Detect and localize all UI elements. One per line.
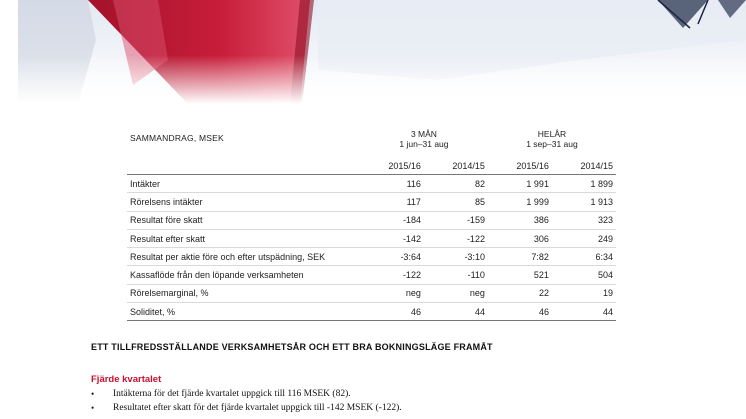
cell-value: 19 [552,284,616,302]
table-header-label: SAMMANDRAG, MSEK [130,133,224,143]
group-full-year-title: HELÅR [537,129,567,139]
table-header-row [127,118,616,158]
table-year-row [127,158,616,175]
bullet-list [91,387,651,415]
bullet-text: Intäkterna för det fjärde kvartalet uppgick till 116 MSEK (82). [113,389,351,399]
year-header: 2015/16 [360,158,424,175]
group-full-year [488,118,616,158]
row-label: Rörelsens intäkter [127,193,360,211]
cell-value: 44 [552,303,616,321]
cell-value: 46 [360,303,424,321]
year-header: 2014/15 [552,158,616,175]
cell-value: 7:82 [488,248,552,266]
cell-value: neg [360,284,424,302]
table-row [127,211,616,229]
cell-value: 504 [552,266,616,284]
table-row [127,266,616,284]
row-label: Soliditet, % [127,303,360,321]
group-full-year-period: 1 sep–31 aug [526,139,578,149]
cell-value: 116 [360,175,424,193]
table-row [127,229,616,247]
cell-value: 44 [424,303,488,321]
table-row [127,248,616,266]
cell-value: -142 [360,229,424,247]
group-3-month-title: 3 MÅN [410,129,437,139]
row-label: Resultat per aktie före och efter utspädning, SEK [127,248,360,266]
cell-value: 6:34 [552,248,616,266]
cell-value: -159 [424,211,488,229]
row-label: Rörelsemarginal, % [127,284,360,302]
group-3-month [360,118,488,158]
ski-slope-photo [18,0,746,104]
cell-value: 1 991 [488,175,552,193]
cell-value: 386 [488,211,552,229]
table-row [127,193,616,211]
section-headline: ETT TILLFREDSSTÄLLANDE VERKSAMHETSÅR OCH ETT BRA BOKNINGSLÄGE FRAMÅT [91,342,493,352]
bullet-icon: • [91,389,95,399]
table-row [127,303,616,321]
row-label: Intäkter [127,175,360,193]
hero-photo [18,0,746,104]
row-label: Resultat efter skatt [127,229,360,247]
group-3-month-period: 1 jun–31 aug [399,139,449,149]
year-header: 2014/15 [424,158,488,175]
section-subheading: Fjärde kvartalet [91,374,162,385]
cell-value: 521 [488,266,552,284]
cell-value: -122 [360,266,424,284]
cell-value: -110 [424,266,488,284]
cell-value: -122 [424,229,488,247]
cell-value: 249 [552,229,616,247]
list-item [91,401,651,415]
cell-value: 85 [424,193,488,211]
cell-value: neg [424,284,488,302]
bullet-icon: • [91,403,95,413]
cell-value: 323 [552,211,616,229]
cell-value: 1 913 [552,193,616,211]
cell-value: 1 999 [488,193,552,211]
year-header: 2015/16 [488,158,552,175]
row-label: Resultat före skatt [127,211,360,229]
table-row [127,175,616,193]
bullet-text: Resultatet efter skatt för det fjärde kvartalet uppgick till -142 MSEK (-122). [113,403,402,413]
row-label: Kassaflöde från den löpande verksamheten [127,266,360,284]
cell-value: 1 899 [552,175,616,193]
cell-value: 306 [488,229,552,247]
cell-value: 82 [424,175,488,193]
list-item [91,387,651,401]
cell-value: -184 [360,211,424,229]
table-row [127,284,616,302]
summary-table [127,118,616,321]
cell-value: -3:64 [360,248,424,266]
cell-value: 22 [488,284,552,302]
cell-value: 46 [488,303,552,321]
cell-value: -3:10 [424,248,488,266]
cell-value: 117 [360,193,424,211]
